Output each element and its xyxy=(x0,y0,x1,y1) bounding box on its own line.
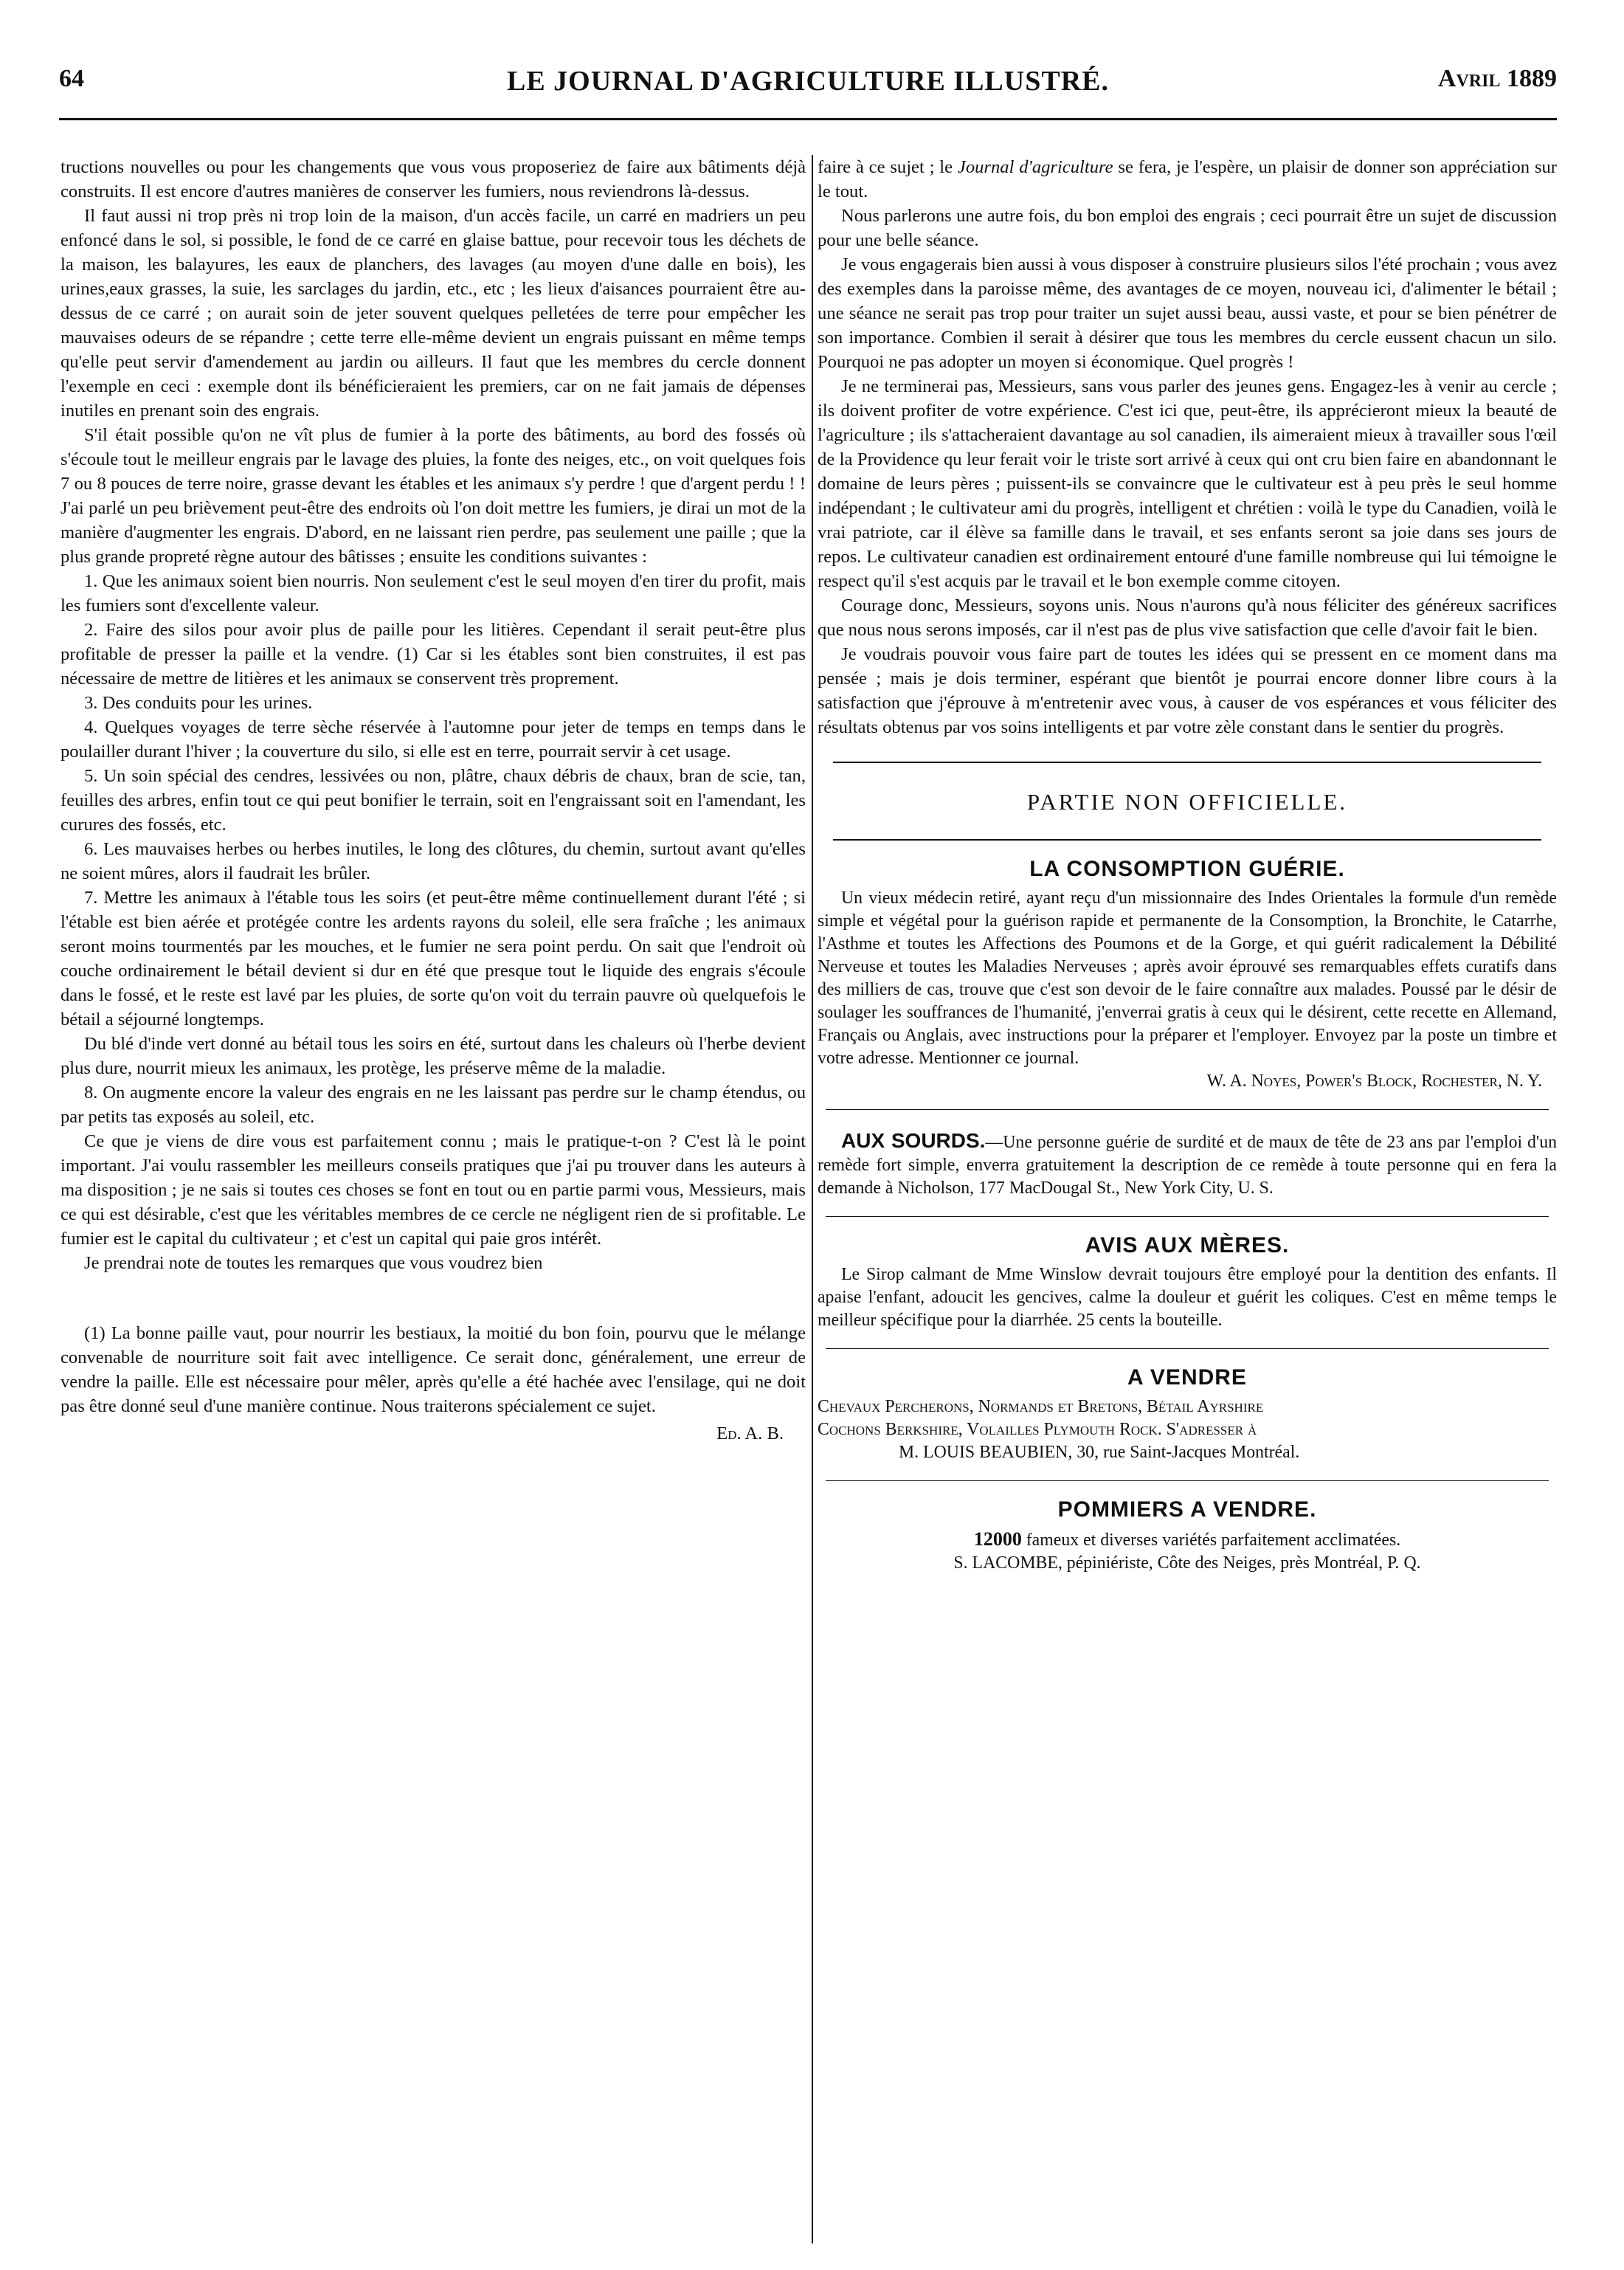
ad-line: Chevaux Percherons, Normands et Bretons, Bétail Ayrshire xyxy=(818,1397,1264,1416)
list-item: 6. Les mauvaises herbes ou herbes inutiles, le long des clôtures, du chemin, surtout avant qu'elles ne soient mûres, alors il faudrait les brûler. xyxy=(61,839,806,883)
section-rule xyxy=(833,762,1541,763)
ad-text: fameux et diverses variétés parfaitement acclimatées. xyxy=(1021,1531,1401,1550)
ad-text: —Une personne guérie de surdité et de maux de tête de 23 ans par l'emploi d'un remède fort simple, enverra gratuitement la description de ce remède à toute personne qui en fera la demande à Nicholson, 177 MacDougal St., New York City, U. S. xyxy=(818,1133,1558,1198)
paragraph-text: faire à ce sujet ; le xyxy=(818,157,958,177)
paragraph: Ce que je viens de dire vous est parfaitement connu ; mais le pratique-t-on ? C'est là le point important. J'ai voulu rassembler les meilleurs conseils pratiques que j'ai pu trouver dans les auteurs à ma disposition ; je ne sais si toutes ces choses se font en tout ou en partie parmi vous, Messieurs, mais ce qui est désirable, c'est que les véritables membres de ce cercle ne négligent rien de si profitable. Le fumier est le capital du cultivateur ; et c'est un capital qui paie gros intérêt. xyxy=(61,1131,806,1249)
section-rule xyxy=(833,839,1541,841)
ad-meres xyxy=(818,1263,1557,1332)
list-item: 2. Faire des silos pour avoir plus de paille pour les litières. Cependant il serait peut-être plus profitable de presser la paille et la vendre. (1) Car si les étables sont bien construites, il est pas nécessaire de mettre de litières et les animaux se conservent très proprement. xyxy=(61,620,806,689)
ad-title-consomption: LA CONSOMPTION GUÉRIE. xyxy=(1029,857,1345,881)
list-item: 4. Quelques voyages de terre sèche réservée à l'automne pour jeter de temps en temps dans le poulailler durant l'hiver ; la couverture du silo, si elle est en terre, pourrait servir à cet usage. xyxy=(61,717,806,762)
paragraph xyxy=(818,155,1557,204)
left-column xyxy=(61,155,806,1446)
ad-lead: AUX SOURDS. xyxy=(841,1129,986,1152)
ad-rule xyxy=(826,1216,1549,1217)
ad-title-pommiers: POMMIERS A VENDRE. xyxy=(1057,1497,1317,1522)
list-item: 8. On augmente encore la valeur des engrais en ne les laissant pas perdre sur le champ étendus, ou par petits tas exposés au soleil, etc. xyxy=(61,1083,806,1127)
ad-line xyxy=(818,1528,1557,1552)
ad-vendre xyxy=(818,1396,1557,1464)
paragraph: S'il était possible qu'on ne vît plus de fumier à la porte des bâtiments, au bord des fossés où s'écoule tout le meilleur engrais par le lavage des pluies, la fonte des neiges, etc., on voit quelques fois 7 ou 8 pouces de terre noire, grasse devant les étables et les animaux s'y perdre ! que d'argent perdu ! ! J'ai parlé un peu brièvement peut-être des endroits où l'on doit mettre les fumiers, je dirai un mot de la manière d'augmenter les engrais. D'abord, en ne laissant rien perdre, pas seulement une paille ; que la plus grande propreté règne autour des bâtisses ; ensuite les conditions suivantes : xyxy=(61,425,806,567)
ad-pommiers xyxy=(818,1528,1557,1575)
section-title: PARTIE NON OFFICIELLE. xyxy=(1026,789,1348,815)
ad-signature: W. A. Noyes, Power's Block, Rochester, N. Y. xyxy=(1206,1072,1542,1091)
paragraph: Courage donc, Messieurs, soyons unis. Nous n'aurons qu'à nous féliciter des généreux sacrifices que nous nous serons imposés, car il n'est pas de plus vive satisfaction que celle d'avoir fait le bien. xyxy=(818,596,1557,640)
footnote xyxy=(61,1321,806,1446)
journal-name: Journal d'agriculture xyxy=(957,157,1113,177)
paragraph: Nous parlerons une autre fois, du bon emploi des engrais ; ceci pourrait être un sujet de discussion pour une belle séance. xyxy=(818,206,1557,250)
footnote-text: (1) La bonne paille vaut, pour nourrir les bestiaux, la moitié du bon foin, pourvu que le mélange convenable de nourriture soit fait avec intelligence. Ce serait donc, généralement, une erreur de vendre la paille. Elle est nécessaire pour mêler, après qu'elle a été hachée avec l'ensilage, qui ne doit pas être donné seul d'une manière continue. Nous traiterons spécialement ce sujet. xyxy=(61,1323,806,1416)
right-column xyxy=(818,155,1557,1575)
list-item: 3. Des conduits pour les urines. xyxy=(84,693,313,713)
ad-rule xyxy=(826,1348,1549,1349)
paragraph: tructions nouvelles ou pour les changements que vous vous proposeriez de faire aux bâtiments déjà construits. Il est encore d'autres manières de conserver les fumiers, nous reviendrons là-dessus. xyxy=(61,157,806,201)
paragraph: Je prendrai note de toutes les remarques que vous voudrez bien xyxy=(84,1253,543,1273)
paragraph: Il faut aussi ni trop près ni trop loin de la maison, d'un accès facile, un carré en madriers un peu enfoncé dans le sol, si possible, le fond de ce carré en glaise battue, pour recevoir tous les déchets de la maison, les balayures, les eaux de planchers, des lavages (au moyen d'une dalle en bois), les urines,eaux grasses, la suie, les sarclages du jardin, etc., etc ; les lieux d'aisances pourraient être au-dessus de ce carré ; on aurait soin de jeter souvent quelques pelletées de terre pour empêcher les mauvaises odeurs de se répandre ; cette terre elle-même devient un engrais puissant en même temps qu'elle peut servir d'amendement au jardin ou ailleurs. Il faut que les membres du cercle donnent l'exemple en ceci : exemple dont ils bénéficieraient les premiers, car on ne fait jamais de dépenses inutiles en prenant soin des engrais. xyxy=(61,206,806,421)
ad-rule xyxy=(826,1480,1549,1481)
ad-text: Le Sirop calmant de Mme Winslow devrait toujours être employé pour la dentition des enfants. Il apaise l'enfant, adoucit les gencives, calme la douleur et guérit les coliques. C'est en même temps le meilleur spécifique pour la diarrhée. 25 cents la bouteille. xyxy=(818,1265,1557,1330)
ad-rule xyxy=(826,1109,1549,1110)
list-item: 5. Un soin spécial des cendres, lessivées ou non, plâtre, chaux débris de chaux, bran de scie, tan, feuilles des arbres, enfin tout ce qui peut bonifier le terrain, soit en l'engraissant soit en l'amendant, les curures des fossés, etc. xyxy=(61,766,806,835)
ad-title-vendre: A VENDRE xyxy=(1127,1365,1247,1390)
paragraph: Je vous engagerais bien aussi à vous disposer à construire plusieurs silos l'été prochain ; vous avez des exemples dans la paroisse même, des avantages de ce moyen, nouveau ici, d'alimenter le bétail ; une séance ne serait pas trop pour traiter un sujet aussi beau, aussi vaste, et pour se bien pénétrer de son importance. Combien il serait à désirer que tous les membres du cercle eussent chacun un silo. Pourquoi ne pas adopter un moyen si économique. Quel progrès ! xyxy=(818,255,1557,372)
page-number: 64 xyxy=(59,65,84,92)
ad-sourds xyxy=(818,1129,1557,1200)
paragraph: Du blé d'inde vert donné au bétail tous les soirs en été, surtout dans les chaleurs où l'herbe devient plus dure, nourrit mieux les animaux, les protège, les préserve même de la maladie. xyxy=(61,1034,806,1078)
ad-title-meres: AVIS AUX MÈRES. xyxy=(1085,1233,1290,1258)
column-divider xyxy=(812,155,813,2243)
ad-line: M. LOUIS BEAUBIEN, 30, rue Saint-Jacques Montréal. xyxy=(899,1443,1300,1462)
footnote-signature: Ed. A. B. xyxy=(716,1424,784,1443)
ad-consomption xyxy=(818,887,1557,1093)
ad-text: Un vieux médecin retiré, ayant reçu d'un missionnaire des Indes Orientales la formule d'un remède simple et végétal pour la guérison rapide et permanente de la Consomption, la Bronchite, le Catarrhe, l'Asthme et toutes les Affections des Poumons et de la Gorge, et qui guérit radicalement la Débilité Nerveuse et toutes les Maladies Nerveuses ; après avoir éprouvé ses remarquables effets curatifs dans des milliers de cas, trouve que c'est son devoir de le faire connaître aux malades. Poussé par le désir de soulager les souffrances de l'humanité, j'enverrai gratis à ceux qui le désirent, cette recette en Allemand, Français ou Anglais, avec instructions pour la préparer et l'employer. Envoyez par la poste un timbre et votre adresse. Mentionner ce journal. xyxy=(818,889,1557,1068)
issue-date: Avril 1889 xyxy=(1437,65,1557,92)
ad-quantity: 12000 xyxy=(973,1528,1022,1550)
journal-title: LE JOURNAL D'AGRICULTURE ILLUSTRÉ. xyxy=(506,66,1109,97)
paragraph: Je voudrais pouvoir vous faire part de toutes les idées qui se pressent en ce moment dans ma pensée ; mais je dois terminer, espérant que bientôt je pourrai encore donner libre cours à la satisfaction que j'éprouve à m'entretenir avec vous, à causer de vos espérances et vous féliciter des résultats obtenus par vos soins intelligents et par votre zèle constant dans le sentier du progrès. xyxy=(818,644,1557,737)
page-header xyxy=(59,65,1557,109)
list-item: 1. Que les animaux soient bien nourris. Non seulement c'est le seul moyen d'en tirer du profit, mais les fumiers sont d'excellente valeur. xyxy=(61,571,806,615)
ad-line: S. LACOMBE, pépiniériste, Côte des Neiges, près Montréal, P. Q. xyxy=(953,1553,1421,1573)
header-rule xyxy=(59,118,1557,120)
paragraph-text: se fera, je l'espère, un plaisir de donner son appréciation sur le tout. xyxy=(818,157,1558,201)
paragraph: Je ne terminerai pas, Messieurs, sans vous parler des jeunes gens. Engagez-les à venir au cercle ; ils doivent profiter de votre expérience. C'est ici que, peut-être, ils apprécieront mieux la beauté de l'agriculture ; ils s'attacheraient davantage au sol canadien, ils aimeraient mieux à travailler sous l'œil de la Providence qu leur ferait voir le triste sort arrivé à ceux qui ont cru bien faire en abandonnant le domaine de leurs pères ; puissent-ils se convaincre que le cultivateur est à peu près le seul homme indépendant ; le cultivateur ami du progrès, intelligent et chrétien : voilà le type du Canadien, voilà le vrai patriote, car il élève sa famille dans le travail, et ses enfants seront sa joie dans ses jours de repos. Le cultivateur canadien est ordinairement entouré d'une famille nombreuse qui lui témoigne le respect qu'il s'est acquis par le travail et le bon exemple comme citoyen. xyxy=(818,376,1557,591)
list-item: 7. Mettre les animaux à l'étable tous les soirs (et peut-être même continuellement durant l'été ; si l'étable est bien aérée et protégée contre les ardents rayons du soleil, elle sera fraîche ; les animaux seront moins tourmentés par les mouches, et le fumier ne sera point perdu. On sait que l'endroit où couche ordinairement le bétail devient si dur en été que presque tout le liquide des engrais s'écoule dans le fossé, et le reste est lavé par les pluies, de sorte qu'on voit du terrain pauvre où quelquefois le bétail a séjourné longtemps. xyxy=(61,888,806,1029)
ad-line: Cochons Berkshire, Volailles Plymouth Rock. S'adresser à xyxy=(818,1420,1257,1439)
